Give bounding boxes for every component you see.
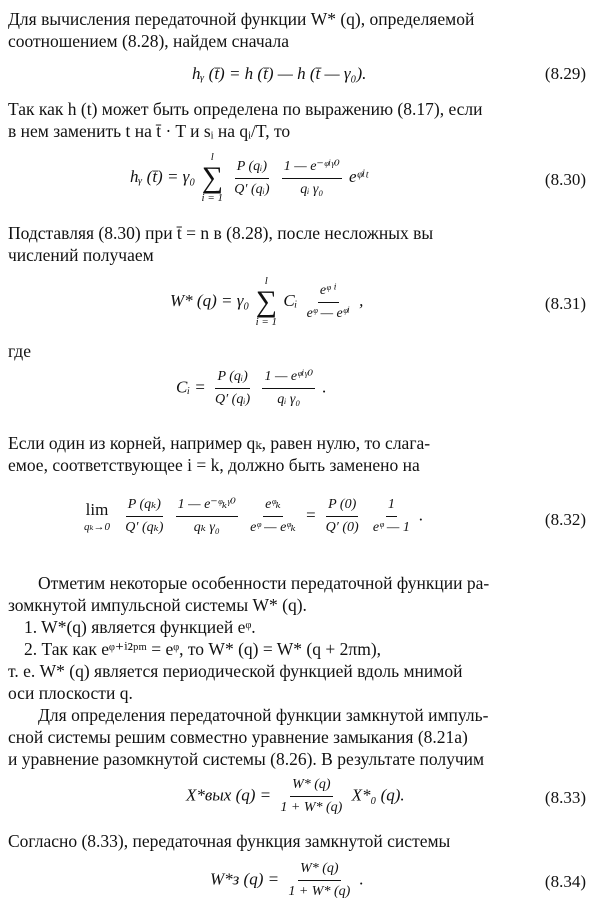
sum-upper: l — [264, 275, 268, 287]
equation-body — [176, 368, 327, 409]
equation-ci — [0, 364, 600, 418]
equation-body: hᵧ (t̄) = h (t̄) — h (t̄ — γ₀). — [192, 64, 367, 83]
paragraph-line — [38, 572, 592, 594]
paragraph-line — [38, 704, 592, 726]
denominator: qₖ γ₀ — [193, 520, 220, 535]
numerator: eᵠ ⁱ — [318, 282, 339, 303]
text: 2. Так как eᵠ⁺ⁱ²ᵖᵐ = eᵠ, то W* (q) = W* (q + 2πm), — [24, 639, 382, 659]
tail: , — [359, 290, 364, 310]
text: где — [8, 341, 31, 361]
lhs: W*з (q) = — [210, 869, 280, 889]
tail: . — [322, 377, 327, 397]
denominator: 1 + W* (q) — [288, 884, 351, 899]
coefficient: Cᵢ — [283, 290, 298, 310]
sum-lower: i = 1 — [201, 192, 224, 204]
fraction — [123, 496, 165, 537]
text: и уравнение разомкнутой системы (8.26). В результате получим — [8, 749, 485, 769]
paragraph-line — [8, 748, 592, 770]
numerator: 1 — e⁻ᵠⁱᵞ⁰ — [282, 158, 342, 179]
equation-8-29 — [0, 62, 600, 90]
lhs: hᵧ (t̄) = γ₀ — [130, 166, 196, 186]
equation-number: (8.30) — [544, 170, 586, 189]
sum-operator — [202, 152, 223, 204]
fraction — [213, 368, 252, 409]
tail: X*₀ (q). — [351, 785, 405, 805]
denominator: qᵢ γ₀ — [300, 181, 324, 197]
sum-lower: i = 1 — [255, 316, 278, 328]
paragraph-line — [8, 594, 592, 616]
fraction — [286, 860, 352, 901]
denominator: Q′ (0) — [325, 520, 359, 535]
text: сной системы решим совместно уравнение замыкания (8.21a) — [8, 727, 468, 747]
text: 1. W*(q) является функцией eᵠ. — [24, 617, 256, 637]
lhs: W* (q) = γ₀ — [170, 290, 250, 310]
text: Если один из корней, например qₖ, равен нулю, то слага- — [8, 433, 431, 453]
denominator: eᵠ — eᵠₖ — [250, 520, 296, 535]
denominator: Q′ (qᵢ) — [234, 181, 270, 197]
paragraph-line — [8, 222, 592, 244]
equation-body — [210, 860, 364, 901]
fraction — [282, 158, 342, 199]
equation-number: (8.32) — [544, 510, 586, 529]
equation-number: (8.31) — [544, 294, 586, 313]
tail: . — [359, 869, 364, 889]
paragraph-line — [8, 340, 592, 362]
paragraph-line — [8, 660, 592, 682]
sum-upper: l — [210, 151, 214, 163]
numerator: P (0) — [326, 496, 358, 517]
paragraph-line — [8, 244, 592, 266]
denominator: 1 + W* (q) — [280, 800, 343, 815]
text: числений получаем — [8, 245, 154, 265]
numerator: 1 — e⁻ᵠₖᵞ⁰ — [176, 496, 238, 517]
denominator: eᵠ — eᵠⁱ — [306, 305, 350, 321]
denominator: eᵠ — 1 — [372, 520, 410, 535]
paragraph-line — [8, 30, 592, 52]
denominator: Q′ (qᵢ) — [215, 392, 251, 407]
fraction — [371, 496, 412, 537]
paragraph-line — [8, 454, 592, 476]
numerator: 1 — eᵠⁱᵞ⁰ — [262, 368, 315, 389]
numerator: W* (q) — [290, 776, 333, 797]
lhs: Cᵢ = — [176, 377, 206, 397]
text: Так как h (t) может быть определена по выражению (8.17), если — [8, 99, 483, 119]
text: оси плоскости q. — [8, 683, 133, 703]
equation-8-30 — [0, 146, 600, 208]
text: в нем заменить t на t̄ · T и sᵢ на qᵢ/T, то — [8, 121, 291, 141]
text: емое, соответствующее i = k, должно быть заменено на — [8, 455, 420, 475]
numerator: W* (q) — [298, 860, 341, 881]
equation-body — [84, 496, 423, 537]
tail: . — [419, 505, 424, 525]
numerator: P (qₖ) — [126, 496, 163, 517]
sigma-symbol: ∑ — [255, 285, 278, 318]
text: соотношением (8.28), найдем сначала — [8, 31, 290, 51]
equation-number: (8.34) — [544, 872, 586, 891]
paragraph-line — [8, 830, 592, 852]
list-item-1 — [24, 616, 256, 638]
paragraph-line — [8, 432, 592, 454]
fraction — [262, 368, 315, 409]
paragraph-line — [8, 120, 592, 142]
lhs: X*вых (q) = — [186, 785, 272, 805]
numerator: eᵠₖ — [263, 496, 283, 517]
equation-body — [130, 152, 368, 204]
sigma-symbol: ∑ — [201, 161, 223, 194]
denominator: Q′ (qₖ) — [125, 520, 164, 535]
numerator: P (qᵢ) — [215, 368, 249, 389]
denominator: qᵢ γ₀ — [277, 392, 301, 407]
equation-8-34 — [0, 856, 600, 912]
limit-operator — [84, 500, 110, 533]
sum-operator — [256, 276, 277, 328]
paragraph-line — [8, 98, 592, 120]
list-item-2 — [24, 638, 381, 660]
paragraph-line — [8, 682, 592, 704]
numerator: 1 — [386, 496, 397, 517]
fraction — [324, 496, 361, 537]
text: т. е. W* (q) является периодической функцией вдоль мнимой — [8, 661, 463, 681]
equation-8-31 — [0, 270, 600, 332]
fraction — [232, 158, 271, 199]
equation-number: (8.33) — [544, 788, 586, 807]
tail: eᵠⁱᵗ — [348, 166, 368, 186]
equation-number: (8.29) — [544, 64, 586, 83]
equation-body — [170, 276, 363, 328]
paragraph-line — [8, 726, 592, 748]
text: Подставляя (8.30) при t̄ = n в (8.28), после несложных вы — [8, 223, 434, 243]
fraction — [278, 776, 344, 817]
fraction — [248, 496, 298, 537]
equation-body — [186, 776, 405, 817]
text: зомкнутой импульсной системы W* (q). — [8, 595, 307, 615]
equation-8-33 — [0, 772, 600, 826]
numerator: P (qᵢ) — [235, 158, 269, 179]
text: Отметим некоторые особенности передаточной функции ра- — [38, 573, 490, 593]
fraction — [305, 282, 352, 323]
lim-label: lim — [85, 500, 109, 519]
paragraph-line — [8, 8, 592, 30]
text: Согласно (8.33), передаточная функция замкнутой системы — [8, 831, 451, 851]
text: Для вычисления передаточной функции W* (q), определяемой — [8, 9, 475, 29]
equals-sign: = — [304, 505, 317, 525]
equation-8-32 — [0, 492, 600, 552]
fraction — [176, 496, 238, 537]
text: Для определения передаточной функции замкнутой импуль- — [38, 705, 489, 725]
lim-subscript: qₖ→0 — [84, 521, 111, 533]
